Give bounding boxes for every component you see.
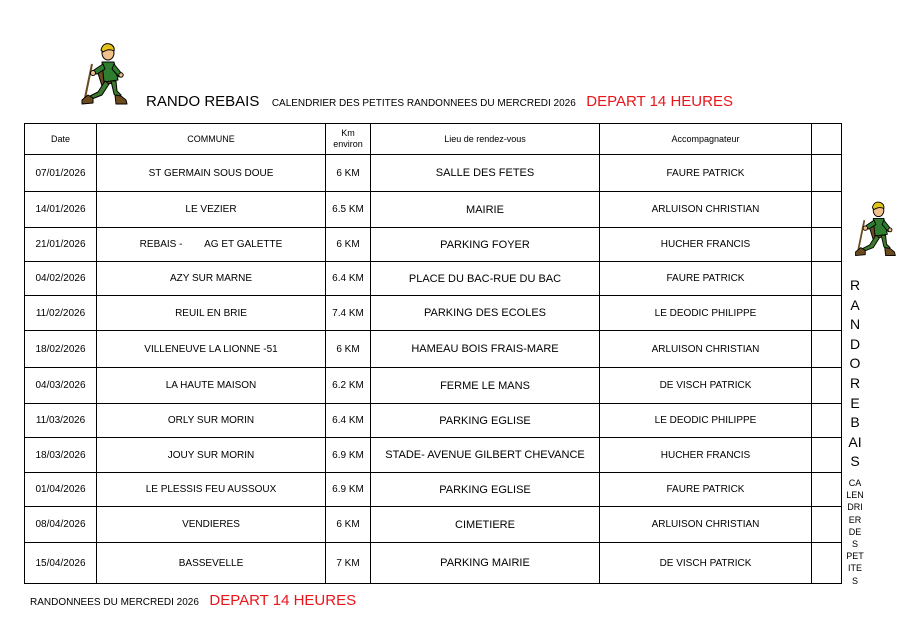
cell-lieu: FERME LE MANS (371, 368, 600, 404)
cell-guide: FAURE PATRICK (600, 155, 812, 192)
cell-guide: ARLUISON CHRISTIAN (600, 331, 812, 368)
cell-guide: DE VISCH PATRICK (600, 543, 812, 584)
side-fragment: LEN (846, 490, 864, 501)
calendar-subtitle: CALENDRIER DES PETITES RANDONNEES DU MERCREDI 2026 (271, 98, 576, 109)
cell-extra (812, 473, 842, 507)
side-letter: A (850, 296, 860, 313)
side-fragment: DRI (847, 502, 863, 513)
col-header-date: Date (25, 124, 97, 155)
cell-lieu: CIMETIERE (371, 507, 600, 543)
col-header-km-line1: Km (341, 128, 355, 138)
cell-km: 6.5 KM (326, 192, 371, 228)
cell-extra (812, 438, 842, 473)
cell-lieu: PARKING EGLISE (371, 404, 600, 438)
cell-date: 07/01/2026 (25, 155, 97, 192)
table-row (25, 262, 842, 296)
side-fragment: PET (846, 551, 864, 562)
cell-lieu: STADE- AVENUE GILBERT CHEVANCE (371, 438, 600, 473)
side-fragment: S (851, 539, 858, 550)
col-header-commune: COMMUNE (97, 124, 326, 155)
cell-extra (812, 368, 842, 404)
col-header-km (326, 124, 371, 155)
col-header-km-line2: environ (333, 139, 363, 149)
cell-guide: LE DEODIC PHILIPPE (600, 404, 812, 438)
table-row (25, 438, 842, 473)
cell-extra (812, 331, 842, 368)
side-letter: O (849, 355, 861, 372)
cell-km: 6.2 KM (326, 368, 371, 404)
side-fragment: ER (848, 514, 862, 525)
cell-commune: LA HAUTE MAISON (97, 368, 326, 404)
cell-lieu: HAMEAU BOIS FRAIS-MARE (371, 331, 600, 368)
cell-date: 18/02/2026 (25, 331, 97, 368)
cell-km: 6.4 KM (326, 404, 371, 438)
cell-guide: ARLUISON CHRISTIAN (600, 507, 812, 543)
cell-guide: DE VISCH PATRICK (600, 368, 812, 404)
cell-date: 08/04/2026 (25, 507, 97, 543)
cell-guide: HUCHER FRANCIS (600, 228, 812, 262)
cell-km: 6.9 KM (326, 473, 371, 507)
cell-date: 11/02/2026 (25, 296, 97, 331)
side-fragment: DE (848, 526, 862, 537)
cell-lieu: PARKING DES ECOLES (371, 296, 600, 331)
side-letter: N (849, 316, 861, 333)
table-header-row (25, 124, 842, 155)
cell-guide: ARLUISON CHRISTIAN (600, 192, 812, 228)
table-row (25, 543, 842, 584)
cell-commune: LE VEZIER (97, 192, 326, 228)
cell-km: 6 KM (326, 331, 371, 368)
document-footer (30, 592, 356, 610)
side-fragment: ITE (847, 563, 862, 574)
cell-commune: BASSEVELLE (97, 543, 326, 584)
side-letter: D (849, 335, 861, 352)
cell-date: 14/01/2026 (25, 192, 97, 228)
table-row (25, 228, 842, 262)
col-header-extra (812, 124, 842, 155)
footer-text: RANDONNEES DU MERCREDI 2026 (30, 597, 199, 608)
cell-extra (812, 296, 842, 331)
cell-guide: HUCHER FRANCIS (600, 438, 812, 473)
side-letter: R (849, 374, 861, 391)
col-header-accompagnateur: Accompagnateur (600, 124, 812, 155)
side-vertical-title (838, 276, 872, 472)
cell-extra (812, 543, 842, 584)
cell-commune: JOUY SUR MORIN (97, 438, 326, 473)
cell-commune: AZY SUR MARNE (97, 262, 326, 296)
cell-lieu: PARKING EGLISE (371, 473, 600, 507)
cell-guide: LE DEODIC PHILIPPE (600, 296, 812, 331)
calendar-table (24, 123, 842, 584)
cell-commune: ST GERMAIN SOUS DOUE (97, 155, 326, 192)
cell-extra (812, 404, 842, 438)
table-row (25, 368, 842, 404)
cell-guide: FAURE PATRICK (600, 262, 812, 296)
cell-commune: ORLY SUR MORIN (97, 404, 326, 438)
footer-depart-time: DEPART 14 HEURES (209, 592, 357, 609)
document-header (146, 93, 733, 111)
table-row (25, 507, 842, 543)
side-letter: E (850, 394, 860, 411)
cell-guide: FAURE PATRICK (600, 473, 812, 507)
side-letter: B (850, 414, 860, 431)
cell-extra (812, 228, 842, 262)
cell-km: 6 KM (326, 507, 371, 543)
hiker-side-icon (852, 196, 898, 262)
cell-commune: LE PLESSIS FEU AUSSOUX (97, 473, 326, 507)
side-vertical-subtitle (838, 477, 872, 587)
table-row (25, 404, 842, 438)
cell-date: 15/04/2026 (25, 543, 97, 584)
side-letter: R (849, 277, 861, 293)
cell-lieu: PARKING MAIRIE (371, 543, 600, 584)
cell-lieu: SALLE DES FETES (371, 155, 600, 192)
cell-km: 7.4 KM (326, 296, 371, 331)
side-letter: S (850, 453, 860, 470)
cell-lieu: PARKING FOYER (371, 228, 600, 262)
cell-date: 18/03/2026 (25, 438, 97, 473)
cell-km: 6.9 KM (326, 438, 371, 473)
cell-lieu: PLACE DU BAC-RUE DU BAC (371, 262, 600, 296)
depart-time: DEPART 14 HEURES (586, 93, 733, 110)
hiker-logo-icon (78, 40, 130, 108)
cell-extra (812, 507, 842, 543)
side-fragment: CA (848, 478, 862, 488)
table-row (25, 192, 842, 228)
cell-km: 6.4 KM (326, 262, 371, 296)
cell-commune: REBAIS - AG ET GALETTE (97, 228, 326, 262)
cell-date: 21/01/2026 (25, 228, 97, 262)
cell-extra (812, 155, 842, 192)
cell-commune: VENDIERES (97, 507, 326, 543)
cell-date: 04/03/2026 (25, 368, 97, 404)
cell-km: 7 KM (326, 543, 371, 584)
side-letter: AI (848, 433, 862, 450)
col-header-lieu: Lieu de rendez-vous (371, 124, 600, 155)
table-row (25, 155, 842, 192)
cell-extra (812, 192, 842, 228)
cell-km: 6 KM (326, 228, 371, 262)
cell-date: 04/02/2026 (25, 262, 97, 296)
table-row (25, 473, 842, 507)
cell-date: 11/03/2026 (25, 404, 97, 438)
cell-commune: REUIL EN BRIE (97, 296, 326, 331)
cell-lieu: MAIRIE (371, 192, 600, 228)
cell-extra (812, 262, 842, 296)
side-fragment: S (851, 575, 858, 586)
cell-km: 6 KM (326, 155, 371, 192)
table-row (25, 296, 842, 331)
table-row (25, 331, 842, 368)
cell-commune: VILLENEUVE LA LIONNE -51 (97, 331, 326, 368)
cell-date: 01/04/2026 (25, 473, 97, 507)
brand-title: RANDO REBAIS (146, 93, 260, 110)
